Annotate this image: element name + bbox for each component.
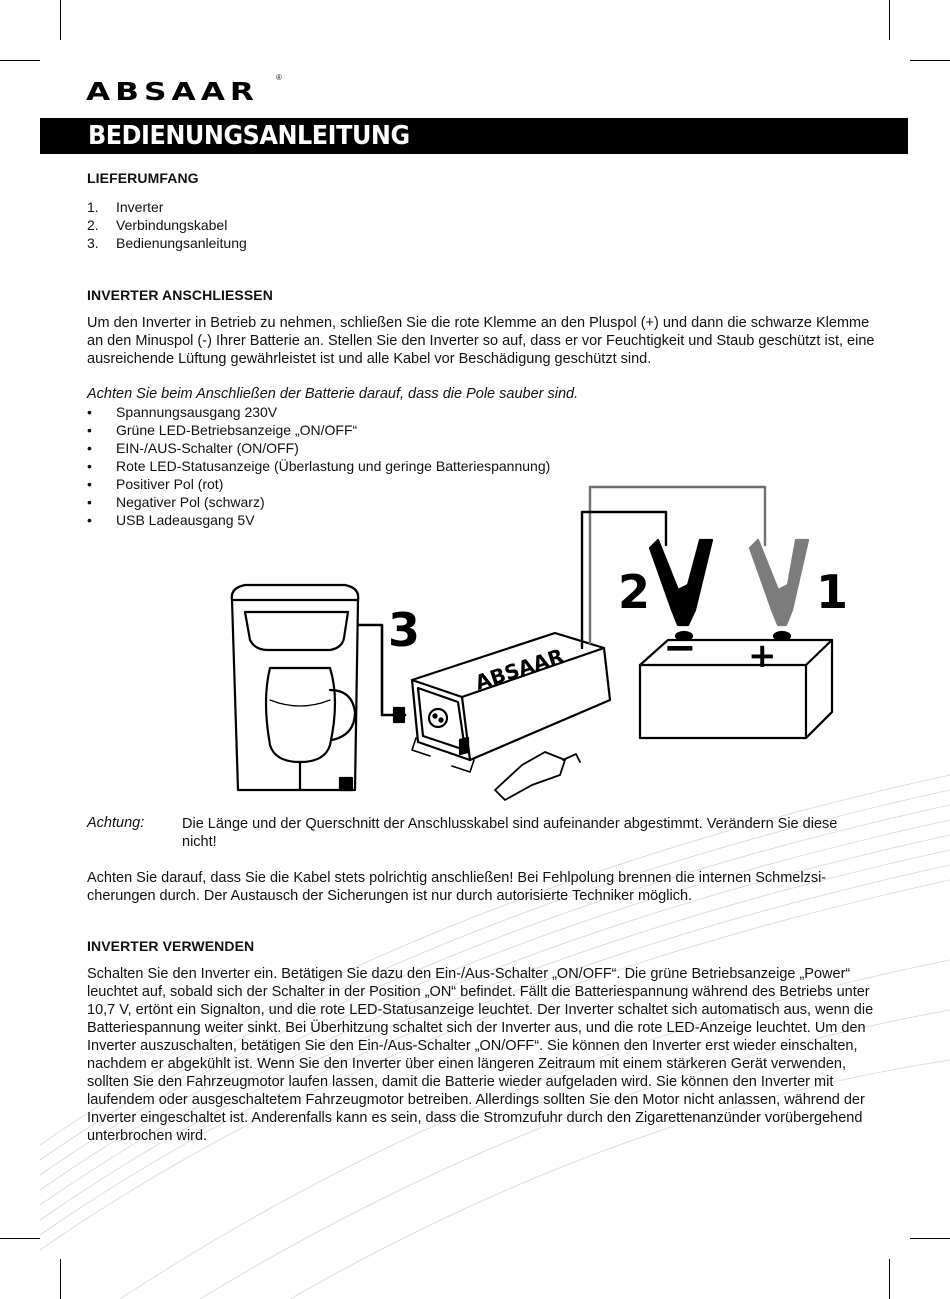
list-item: • Rote LED-Statusanzeige (Überlastung und geringe Batteriespannung) bbox=[87, 458, 551, 474]
polarity-note: Achten Sie darauf, dass Sie die Kabel stets polrichtig anschließen! Bei Fehlpolung brennen die internen Schmelzsi-cherungen durch. Der Austausch der Sicherungen ist nur durch autorisierte Techniker möglich. bbox=[87, 870, 827, 904]
list-marker: 1. bbox=[87, 199, 99, 215]
plus-sign: + bbox=[748, 636, 777, 676]
list-item: • Grüne LED-Betriebsanzeige „ON/OFF“ bbox=[87, 422, 358, 438]
section-heading-lieferumfang: LIEFERUMFANG bbox=[87, 170, 199, 186]
page-title: BEDIENUNGSANLEITUNG bbox=[88, 121, 410, 151]
list-item-text: Grüne LED-Betriebsanzeige „ON/OFF“ bbox=[116, 422, 358, 438]
brand-logo: ABSAAR bbox=[86, 77, 259, 106]
paragraph-verwenden: Schalten Sie den Inverter ein. Betätigen Sie dazu den Ein-/Aus-Schalter „ON/OFF“. Die grüne Betriebsanzeige „Power“ leuchtet auf, sobald sich der Schalter in der Position „ON“ befindet. Fällt die Batteriespannung während des Betriebs unter 10,7 V, ertönt ein Signalton, und die rote LED-Statusanzeige leuchtet. Der Inverter schaltet sich automatisch aus, wenn die Batteriespannung weiter sinkt. Bei Überhitzung schaltet sich der Inverter aus, und die rote LED-Anzeige leuchtet. Um den Inverter auszuschalten, betätigen Sie den Ein-/Aus-Schalter „ON/OFF“. Sie können den Inverter erst wieder einschalten, nachdem er abgekühlt ist. Wenn Sie den Inverter über einen längeren Zeitraum mit einem stärkeren Gerät verwenden, sollten Sie den Fahrzeugmotor laufen lassen, damit die Batterie wieder aufgeladen wird. Sie können den Inverter mit laufendem oder ausgeschaltetem Fahrzeugmotor betreiben. Allerdings sollten Sie den Motor nicht anlassen, während der Inverter eingeschaltet ist. Anderenfalls kann es sein, dass die Stromzufuhr durch den Zigarettenanzünder vorübergehend unterbrochen wird. bbox=[87, 966, 874, 1144]
inverter-illustration bbox=[412, 633, 610, 772]
list-item: • EIN-/AUS-Schalter (ON/OFF) bbox=[87, 440, 299, 456]
list-item-text: Rote LED-Statusanzeige (Überlastung und geringe Batteriespannung) bbox=[116, 458, 551, 474]
warning-text: Die Länge und der Querschnitt der Anschlusskabel sind aufeinander abgestimmt. Verändern Sie diese nicht! bbox=[182, 816, 838, 850]
warning-label: Achtung: bbox=[87, 815, 145, 831]
list-marker: 3. bbox=[87, 235, 99, 251]
hint-text: Achten Sie beim Anschließen der Batterie darauf, dass die Pole sauber sind. bbox=[87, 386, 579, 402]
registered-mark: ® bbox=[276, 73, 282, 82]
minus-sign: − bbox=[663, 625, 697, 671]
list-item: • Negativer Pol (schwarz) bbox=[87, 494, 265, 510]
paragraph-anschliessen: Um den Inverter in Betrieb zu nehmen, schließen Sie die rote Klemme an den Pluspol (+) und dann die schwarze Klemme an den Minuspol (-) Ihrer Batterie an. Stellen Sie den Inverter so auf, dass er vor Feuchtigkeit und Staub geschützt ist, eine ausreichende Lüftung gewährleistet ist und alle Kabel vor Beschädigung geschützt sind. bbox=[87, 315, 875, 367]
list-item-text: Spannungsausgang 230V bbox=[116, 404, 278, 420]
list-item: • USB Ladeausgang 5V bbox=[87, 512, 255, 528]
label-1: 1 bbox=[816, 565, 849, 619]
list-item: • Positiver Pol (rot) bbox=[87, 476, 224, 492]
coffee-maker-illustration bbox=[232, 585, 358, 790]
inverter-logo: ABSAAR bbox=[472, 643, 567, 695]
list-marker: 2. bbox=[87, 217, 99, 233]
list-item-text: Inverter bbox=[116, 199, 164, 215]
list-item-text: EIN-/AUS-Schalter (ON/OFF) bbox=[116, 440, 299, 456]
list-item-text: Verbindungskabel bbox=[116, 217, 228, 233]
list-item-text: Positiver Pol (rot) bbox=[116, 476, 224, 492]
section-heading-anschliessen: INVERTER ANSCHLIESSEN bbox=[87, 287, 273, 303]
section-heading-verwenden: INVERTER VERWENDEN bbox=[87, 938, 255, 954]
list-item-text: Negativer Pol (schwarz) bbox=[116, 494, 265, 510]
label-3: 3 bbox=[388, 603, 421, 657]
list-item-text: USB Ladeausgang 5V bbox=[116, 512, 255, 528]
list-item: • Spannungsausgang 230V bbox=[87, 404, 278, 420]
list-item-text: Bedienungsanleitung bbox=[116, 235, 247, 251]
label-2: 2 bbox=[618, 565, 651, 619]
